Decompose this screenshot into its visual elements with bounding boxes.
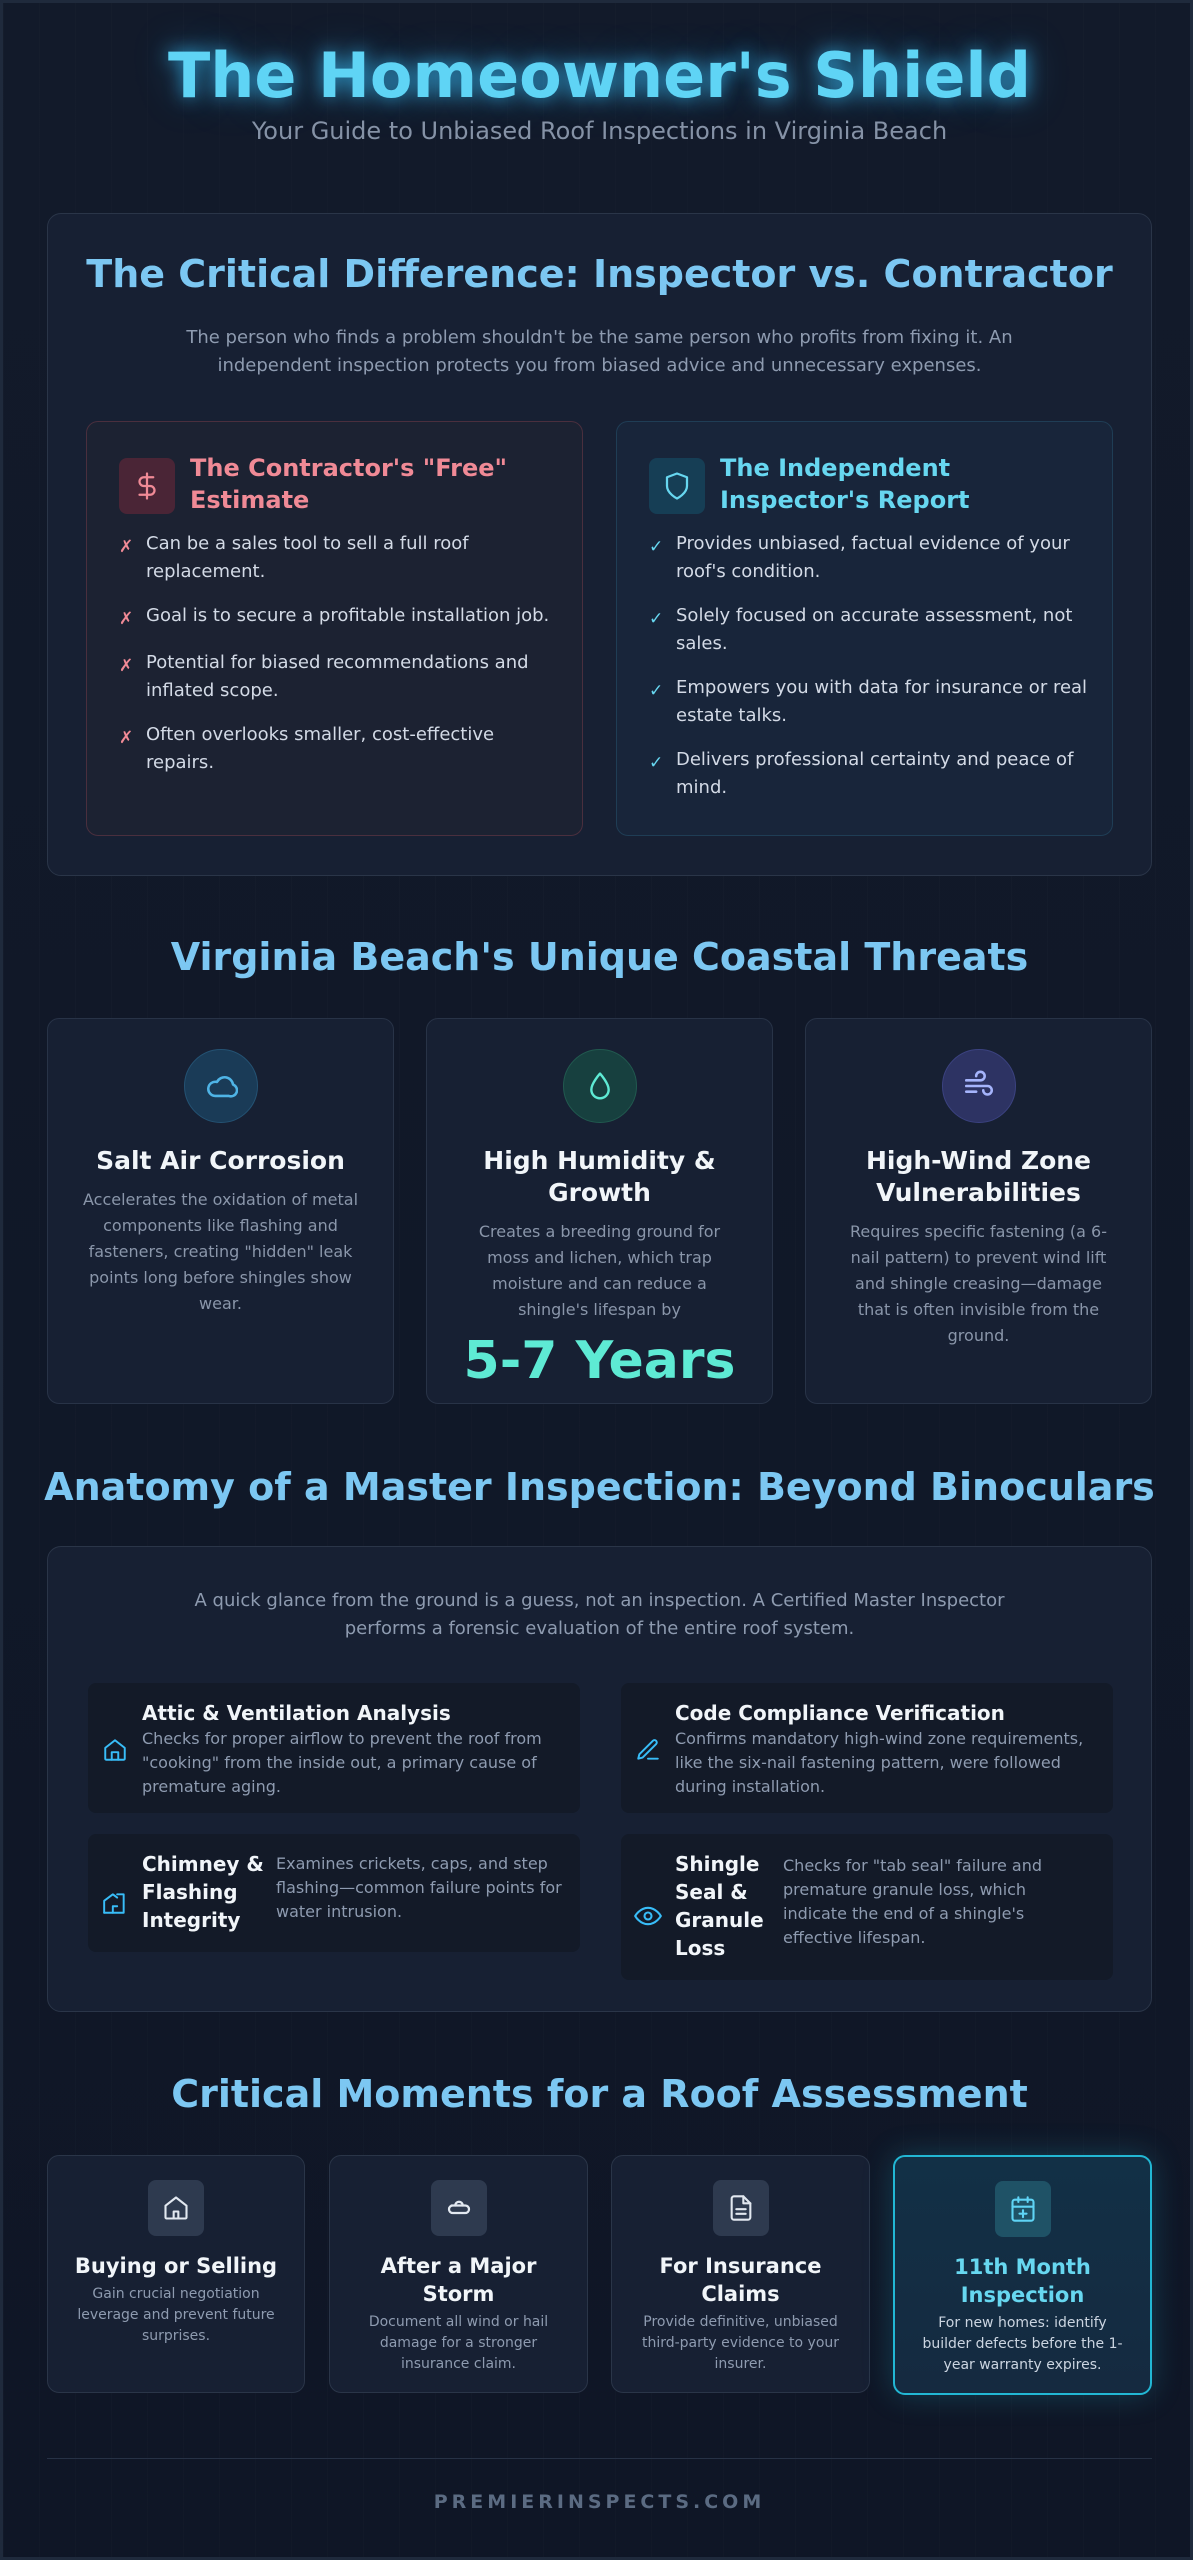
page-title: The Homeowner's Shield xyxy=(167,39,1032,112)
anatomy-intro: A quick glance from the ground is a guess, not an inspection. A Certified Master Inspector performs a forensic evaluation of the entire roof system. xyxy=(194,1590,1005,1639)
moment-text: Document all wind or hail damage for a stronger insurance claim. xyxy=(368,2314,549,2372)
comparison-list-item xyxy=(119,530,559,586)
moments-title: Critical Moments for a Roof Assessment xyxy=(171,2072,1028,2116)
threat-card-wind xyxy=(805,1018,1152,1404)
anatomy-item-code xyxy=(621,1683,1113,1813)
footer-divider xyxy=(47,2458,1152,2459)
contractor-card xyxy=(86,421,583,836)
anatomy-item-title: Chimney & Flashing Integrity xyxy=(142,1852,264,1932)
calendar-icon xyxy=(995,2181,1051,2237)
cross-icon: ✗ xyxy=(119,728,134,748)
threat-card-salt xyxy=(47,1018,394,1404)
anatomy-item-chimney xyxy=(88,1834,580,1952)
threat-title: High Humidity & Growth xyxy=(483,1146,716,1207)
moment-text: Gain crucial negotiation leverage and prevent future surprises. xyxy=(77,2286,275,2344)
check-icon: ✓ xyxy=(649,537,664,557)
shield-icon xyxy=(649,458,705,514)
threats-title: Virginia Beach's Unique Coastal Threats xyxy=(170,935,1029,979)
comparison-panel xyxy=(47,213,1152,876)
cross-icon: ✗ xyxy=(119,656,134,676)
moment-title: After a Major Storm xyxy=(380,2254,537,2306)
comparison-intro: The person who finds a problem shouldn't be the same person who profits from fixing it. An independent inspection protects you from biased advice and unnecessary expenses. xyxy=(186,327,1013,376)
document-icon xyxy=(713,2180,769,2236)
comparison-list-item xyxy=(649,674,1089,730)
anatomy-item-text: Checks for "tab seal" failure and premature granule loss, which indicate the end of a shingle's effective lifespan. xyxy=(783,1856,1043,1947)
moment-card-storm xyxy=(329,2155,588,2393)
anatomy-item-title: Attic & Ventilation Analysis xyxy=(142,1701,451,1725)
comparison-list-text: Potential for biased recommendations and inflated scope. xyxy=(146,652,529,701)
check-icon: ✓ xyxy=(649,609,664,629)
moment-card-buying xyxy=(47,2155,305,2393)
droplet-icon xyxy=(563,1049,637,1123)
anatomy-panel xyxy=(47,1546,1152,2012)
comparison-list-text: Can be a sales tool to sell a full roof replacement. xyxy=(146,533,469,582)
moment-text: Provide definitive, unbiased third-party evidence to your insurer. xyxy=(641,2314,840,2372)
comparison-list-item xyxy=(649,602,1089,658)
moment-text: For new homes: identify builder defects before the 1-year warranty expires. xyxy=(922,2315,1123,2373)
moment-title: Buying or Selling xyxy=(74,2254,278,2278)
comparison-list-item xyxy=(119,649,559,705)
inspector-card-title: The Independent Inspector's Report xyxy=(720,454,970,514)
pen-icon xyxy=(621,1699,675,1763)
comparison-list-item xyxy=(119,721,559,777)
contractor-list xyxy=(119,530,559,793)
lifespan-stat: 5-7 Years xyxy=(463,1331,736,1391)
threat-text: Accelerates the oxidation of metal components like flashing and fasteners, creating "hidden" leak points long before shingles show wear. xyxy=(82,1190,359,1313)
moment-title: 11th Month Inspection xyxy=(954,2255,1091,2307)
inspector-card xyxy=(616,421,1113,836)
threat-text: Creates a breeding ground for moss and lichen, which trap moisture and can reduce a shingle's lifespan by xyxy=(478,1222,721,1319)
anatomy-item-title: Shingle Seal & Granule Loss xyxy=(675,1852,764,1960)
check-icon: ✓ xyxy=(649,753,664,773)
check-icon: ✓ xyxy=(649,681,664,701)
cross-icon: ✗ xyxy=(119,537,134,557)
storm-icon xyxy=(431,2180,487,2236)
comparison-list-text: Solely focused on accurate assessment, not sales. xyxy=(676,605,1073,654)
moment-title: For Insurance Claims xyxy=(659,2254,822,2306)
cloud-icon xyxy=(184,1049,258,1123)
comparison-list-text: Goal is to secure a profitable installation job. xyxy=(146,605,550,626)
comparison-list-item xyxy=(649,530,1089,586)
comparison-list-item xyxy=(649,746,1089,802)
inspector-list xyxy=(649,530,1089,818)
threat-text: Requires specific fastening (a 6-nail pattern) to prevent wind lift and shingle creasing—damage that is often invisible from the ground. xyxy=(850,1222,1107,1345)
wind-icon xyxy=(942,1049,1016,1123)
contractor-card-title: The Contractor's "Free" Estimate xyxy=(190,454,508,514)
comparison-title: The Critical Difference: Inspector vs. Contractor xyxy=(86,252,1113,296)
anatomy-item-attic xyxy=(88,1683,580,1813)
comparison-list-text: Provides unbiased, factual evidence of your roof's condition. xyxy=(676,533,1070,582)
footer-website: PREMIERINSPECTS.COM xyxy=(433,2491,766,2513)
moment-card-insurance xyxy=(611,2155,870,2393)
comparison-list-item xyxy=(119,602,559,633)
page-subtitle: Your Guide to Unbiased Roof Inspections in Virginia Beach xyxy=(251,117,948,145)
threat-card-humidity xyxy=(426,1018,773,1404)
comparison-list-text: Delivers professional certainty and peace of mind. xyxy=(676,749,1074,798)
threat-title: Salt Air Corrosion xyxy=(96,1146,345,1175)
anatomy-title: Anatomy of a Master Inspection: Beyond Binoculars xyxy=(44,1465,1155,1509)
moment-card-warranty xyxy=(893,2155,1152,2395)
threat-title: High-Wind Zone Vulnerabilities xyxy=(865,1146,1092,1207)
home-icon xyxy=(88,1699,142,1763)
house-icon xyxy=(148,2180,204,2236)
dollar-icon xyxy=(119,458,175,514)
chimney-icon xyxy=(88,1850,142,1916)
anatomy-item-title: Code Compliance Verification xyxy=(675,1701,1005,1725)
comparison-list-text: Empowers you with data for insurance or real estate talks. xyxy=(676,677,1088,726)
cross-icon: ✗ xyxy=(119,609,134,629)
comparison-list-text: Often overlooks smaller, cost-effective repairs. xyxy=(146,724,495,773)
anatomy-item-text: Checks for proper airflow to prevent the roof from "cooking" from the inside out, a primary cause of premature aging. xyxy=(142,1729,542,1796)
anatomy-item-text: Confirms mandatory high-wind zone requirements, like the six-nail fastening pattern, were followed during installation. xyxy=(675,1729,1084,1796)
anatomy-item-text: Examines crickets, caps, and step flashing—common failure points for water intrusion. xyxy=(276,1854,562,1921)
anatomy-item-shingle xyxy=(621,1834,1113,1980)
eye-icon xyxy=(621,1850,675,1930)
